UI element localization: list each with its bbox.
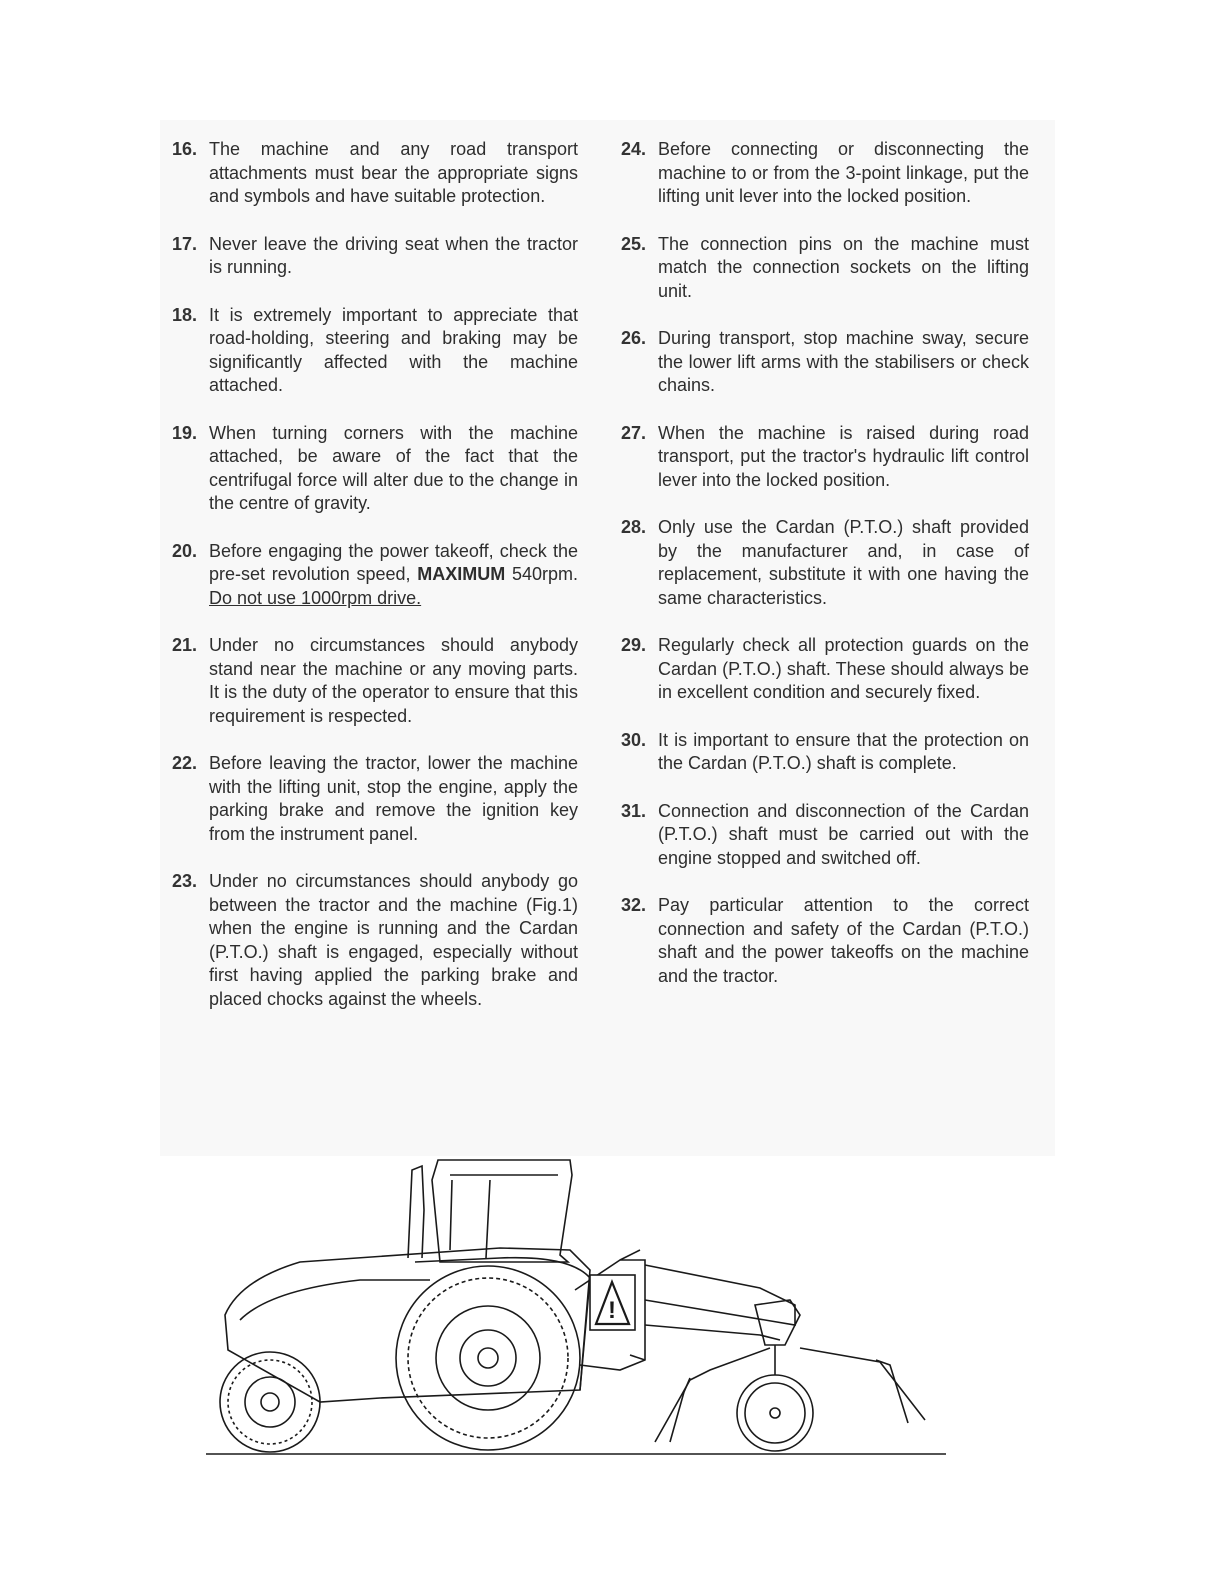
rear-wheel-hub [460, 1330, 516, 1386]
item-text: The connection pins on the machine must match the connection sockets on the lifting unit. [658, 233, 1029, 301]
instruction-20 [172, 540, 578, 611]
rake-frame-top [645, 1265, 795, 1325]
item-text: Never leave the driving seat when the tractor is running. [209, 233, 578, 277]
item-text: It is important to ensure that the protection on the Cardan (P.T.O.) shaft is complete. [658, 729, 1029, 773]
item-number: 18. [172, 304, 198, 325]
item-text: When turning corners with the machine attached, be aware of the fact that the centrifugal force will alter due to the change in the centre of gravity. [209, 422, 578, 513]
instruction-30 [621, 729, 1029, 776]
rear-wheel-axle [478, 1348, 498, 1368]
item-text [209, 540, 578, 611]
item-number: 32. [621, 895, 647, 915]
item-number: 16. [172, 139, 198, 159]
item-text: Only use the Cardan (P.T.O.) shaft provided by the manufacturer and, in case of replacement, substitute it with one having the same characteristics. [658, 517, 1029, 608]
item-text: It is extremely important to appreciate that road-holding, steering and braking may be significantly affected with the machine attached. [209, 304, 578, 395]
item-text: Under no circumstances should anybody stand near the machine or any moving parts. It is the duty of the operator to ensure that this requirement is respected. [209, 635, 578, 726]
item-text: Under no circumstances should anybody go between the tractor and the machine (Fig.1) when the engine is running and the Cardan (P.T.O.) shaft is engaged, especially without first having applied the parking brake and placed chocks against the wheels. [209, 871, 578, 1009]
instruction-29 [621, 634, 1029, 705]
instruction-31 [621, 800, 1029, 871]
item-number: 30. [621, 729, 647, 750]
item-number: 26. [621, 328, 647, 348]
item-number: 31. [621, 800, 647, 821]
exhaust-stack [408, 1166, 424, 1258]
left-instruction-column [172, 138, 578, 1035]
item-number: 21. [172, 635, 198, 655]
item-text: Before leaving the tractor, lower the machine with the lifting unit, stop the engine, apply the parking brake and remove the ignition key from the instrument panel. [209, 753, 578, 844]
rpm-warning-underlined: Do not use 1000rpm drive. [209, 587, 422, 608]
item-text-part: Before engaging the power takeoff, check the pre-set revolution speed, [209, 540, 578, 584]
rake-wheel-hub [770, 1408, 780, 1418]
item-number: 28. [621, 517, 647, 537]
instruction-23 [172, 870, 578, 1011]
instruction-32 [621, 894, 1029, 988]
rake-arm-right [800, 1348, 925, 1420]
instruction-19 [172, 422, 578, 516]
item-number: 23. [172, 871, 198, 891]
item-number: 29. [621, 635, 647, 655]
item-number: 22. [172, 753, 198, 773]
rear-wheel-tread [408, 1278, 568, 1438]
instruction-17 [172, 233, 578, 280]
rear-wheel-tyre [396, 1266, 580, 1450]
maximum-emphasis: MAXIMUM [417, 564, 506, 584]
item-text: When the machine is raised during road transport, put the tractor's hydraulic lift control lever into the locked position. [658, 422, 1029, 490]
front-wheel-tread [228, 1360, 312, 1444]
item-text: During transport, stop machine sway, secure the lower lift arms with the stabilisers or check chains. [658, 328, 1029, 395]
instruction-22 [172, 752, 578, 846]
rake-wheel-rim [745, 1383, 805, 1443]
instruction-25 [621, 233, 1029, 304]
item-number: 19. [172, 422, 198, 443]
item-text-part: 540rpm. [505, 564, 578, 584]
item-text: Before connecting or disconnecting the machine to or from the 3-point linkage, put the lifting unit lever into the locked position. [658, 139, 1029, 206]
tractor-with-rake-illustration [200, 1140, 960, 1470]
rake-wheel-tyre [737, 1375, 813, 1451]
front-wheel-rim [245, 1377, 295, 1427]
item-number: 20. [172, 540, 198, 561]
instruction-27 [621, 422, 1029, 493]
item-number: 27. [621, 422, 647, 443]
front-wheel-tyre [220, 1352, 320, 1452]
cab-window-lines [450, 1175, 558, 1258]
instruction-28 [621, 516, 1029, 610]
right-instruction-column [621, 138, 1029, 1012]
hood-line [240, 1280, 430, 1320]
item-number: 24. [621, 139, 647, 159]
front-wheel-hub [261, 1393, 279, 1411]
warning-exclamation: ! [608, 1297, 616, 1324]
item-number: 25. [621, 233, 647, 254]
instruction-18 [172, 304, 578, 398]
item-text: Pay particular attention to the correct connection and safety of the Cardan (P.T.O.) shaft and the power takeoffs on the machine and the tractor. [658, 895, 1029, 986]
rear-fender [415, 1258, 590, 1390]
instruction-26 [621, 327, 1029, 398]
rake-arm-left [655, 1348, 770, 1442]
instruction-21 [172, 634, 578, 728]
instruction-24 [621, 138, 1029, 209]
item-text: Regularly check all protection guards on the Cardan (P.T.O.) shaft. These should always be in excellent condition and securely fixed. [658, 635, 1029, 702]
item-text: The machine and any road transport attachments must bear the appropriate signs and symbols and have suitable protection. [209, 139, 578, 206]
instruction-16 [172, 138, 578, 209]
item-number: 17. [172, 233, 198, 254]
item-text: Connection and disconnection of the Cardan (P.T.O.) shaft must be carried out with the engine stopped and switched off. [658, 800, 1029, 868]
